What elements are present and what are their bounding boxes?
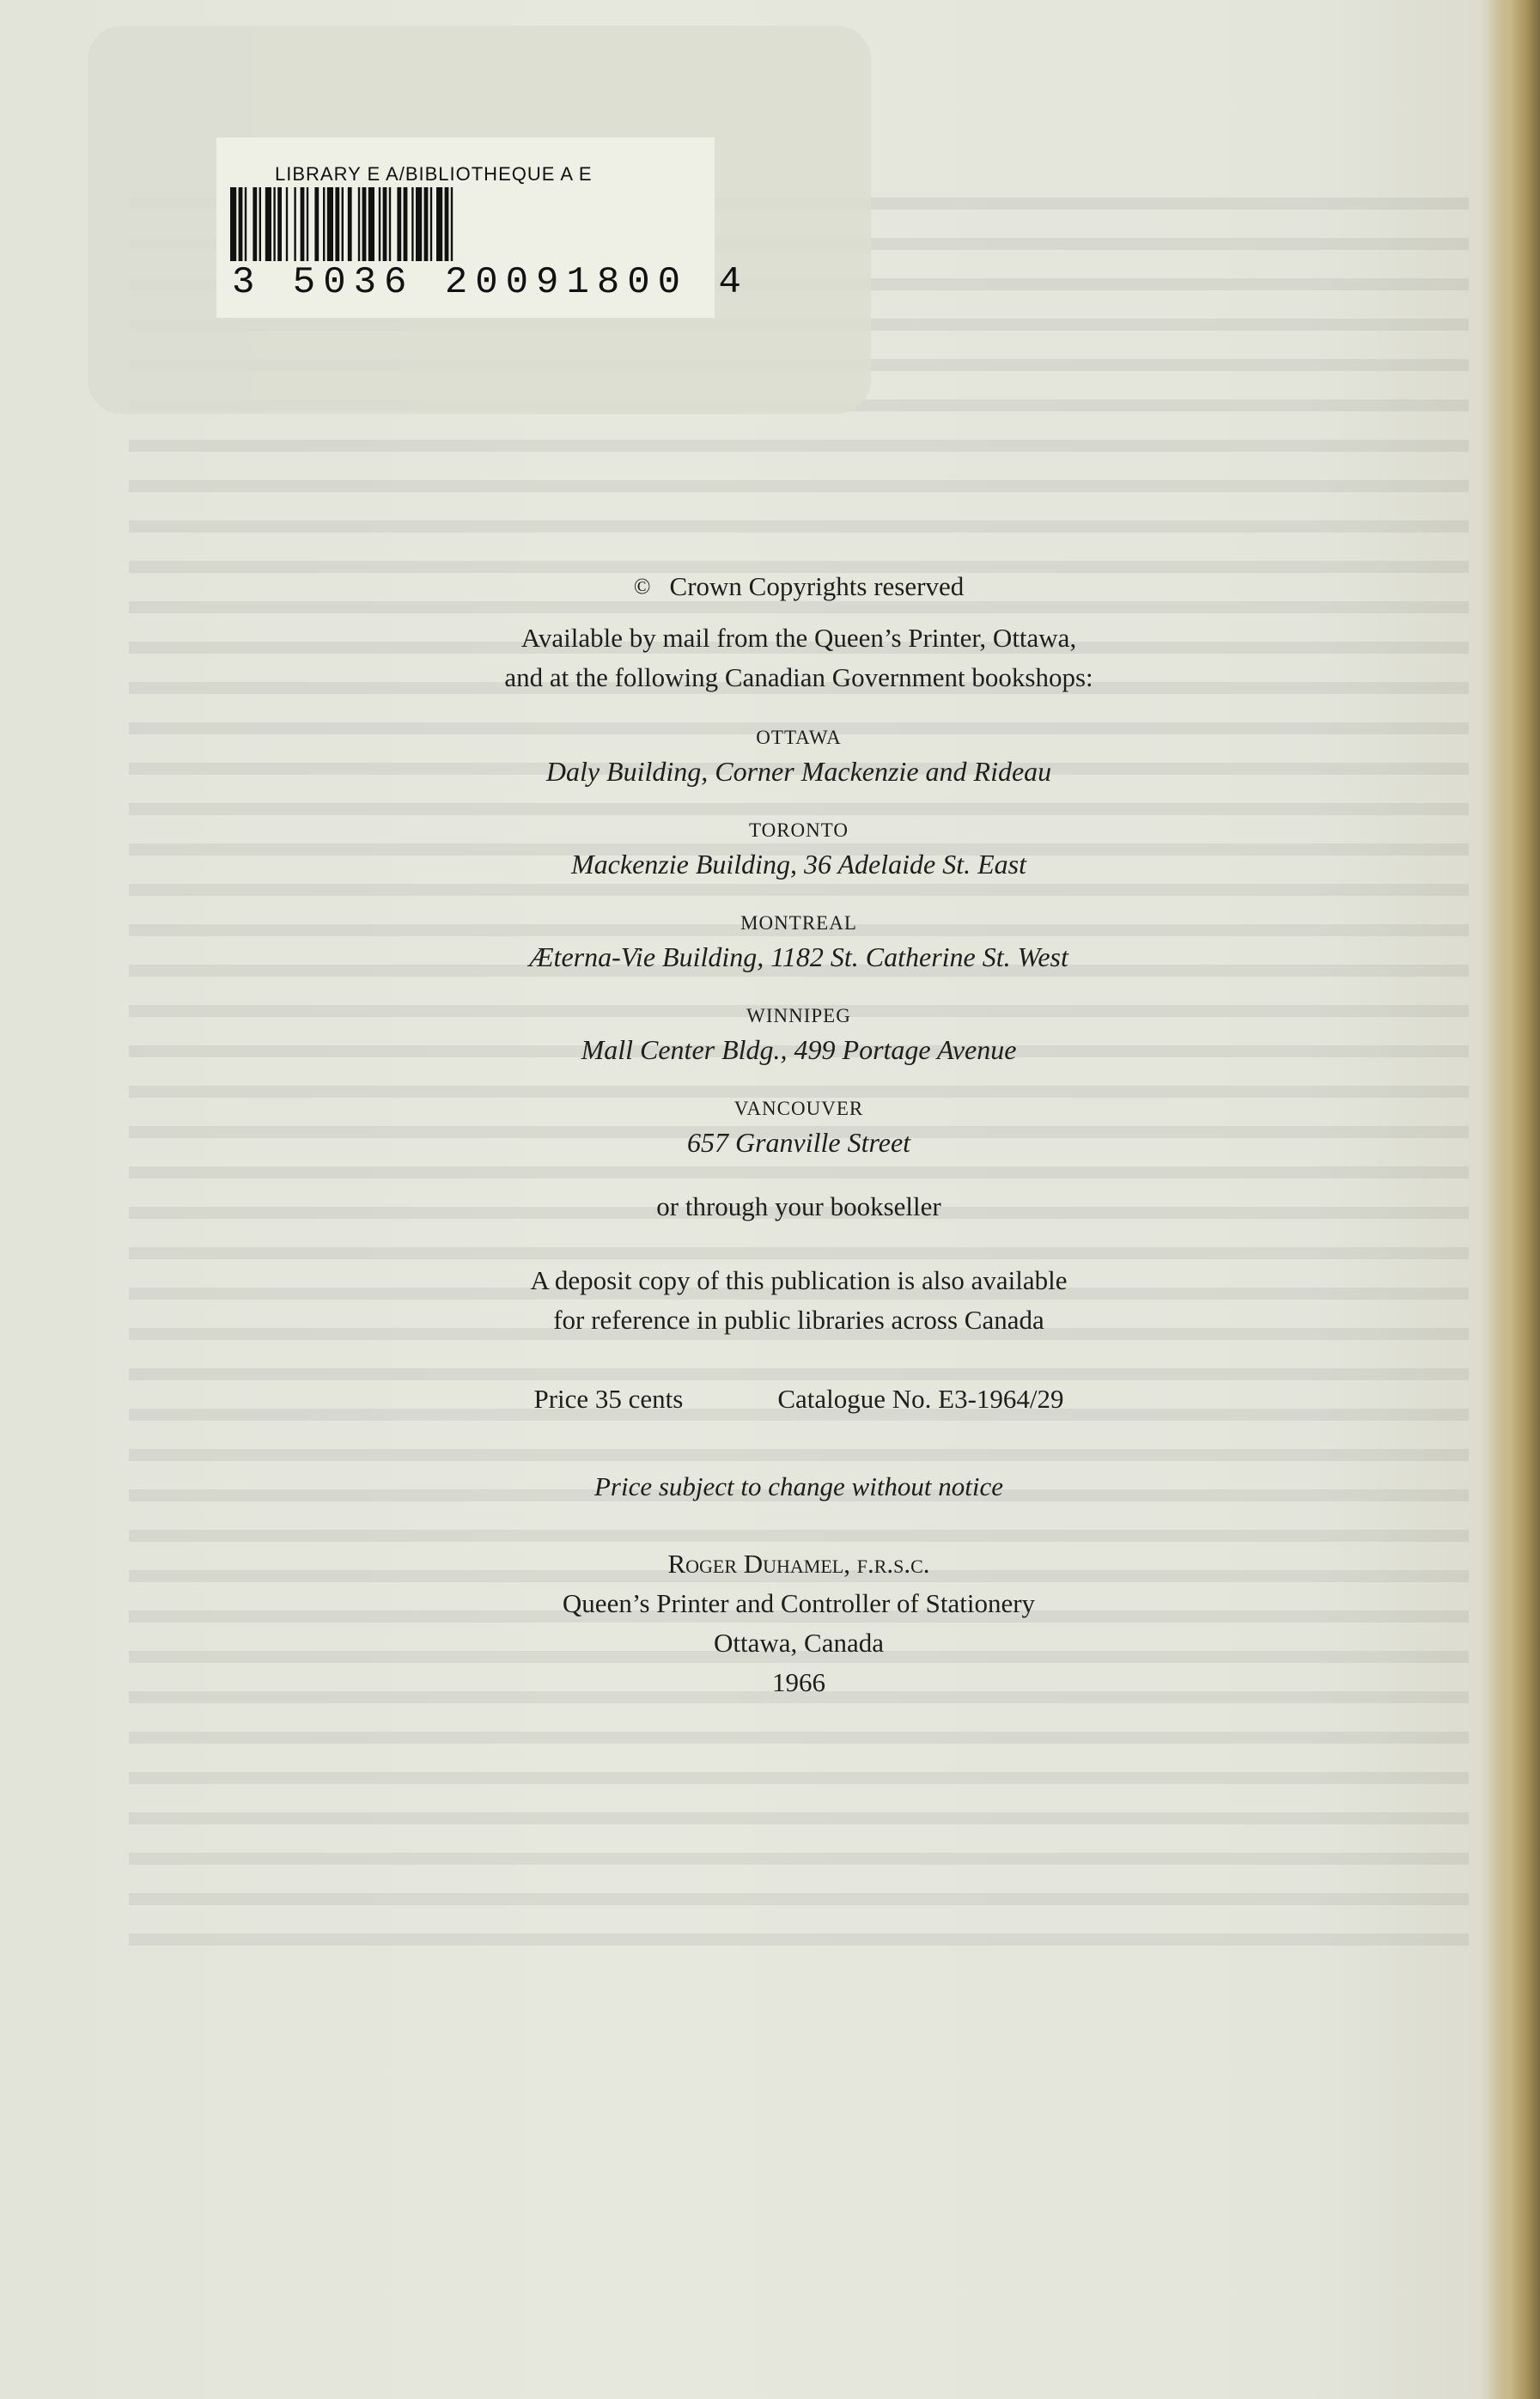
bookshop-city: TORONTO xyxy=(748,819,849,841)
barcode xyxy=(230,187,656,261)
library-label-text: LIBRARY E A/BIBLIOTHEQUE A E xyxy=(275,163,593,185)
printer-block xyxy=(283,1544,1314,1702)
printer-title: Queen’s Printer and Controller of Stationery xyxy=(562,1588,1036,1618)
copyright-icon: © xyxy=(633,574,651,599)
deposit-line-2: for reference in public libraries across Canada xyxy=(553,1305,1044,1335)
bookshop-city: VANCOUVER xyxy=(733,1098,864,1119)
deposit-line-1: A deposit copy of this publication is also available xyxy=(530,1265,1068,1295)
availability-line-1: Available by mail from the Queen’s Printer, Ottawa, xyxy=(520,623,1077,653)
bookshop-address: 657 Granville Street xyxy=(686,1127,911,1158)
deposit-block xyxy=(283,1261,1314,1340)
bookshop-winnipeg xyxy=(283,1002,1314,1069)
bookshop-city: WINNIPEG xyxy=(746,1005,851,1026)
barcode-number: 3 5036 20091800 4 xyxy=(232,261,749,304)
binding-edge xyxy=(1488,0,1540,2399)
bookshop-ottawa xyxy=(283,723,1314,790)
catalogue-number: Catalogue No. E3-1964/29 xyxy=(777,1384,1064,1414)
availability-line-2: and at the following Canadian Government bookshops: xyxy=(504,662,1093,692)
bookshop-list xyxy=(283,723,1314,1161)
bookshop-city: MONTREAL xyxy=(740,912,857,934)
price-row xyxy=(283,1379,1314,1419)
bookshop-city: OTTAWA xyxy=(756,727,842,748)
bookshop-vancouver xyxy=(283,1094,1314,1161)
bookshop-toronto xyxy=(283,816,1314,883)
price: Price 35 cents xyxy=(533,1384,684,1414)
bookshop-address: Daly Building, Corner Mackenzie and Rideau xyxy=(545,756,1052,787)
bookshop-address: Mall Center Bldg., 499 Portage Avenue xyxy=(581,1034,1017,1065)
copyright-text: Crown Copyrights reserved xyxy=(669,571,965,601)
bookshop-address: Æterna-Vie Building, 1182 St. Catherine St. West xyxy=(529,941,1068,972)
printer-place: Ottawa, Canada xyxy=(714,1628,884,1658)
printer-name: Roger Duhamel, f.r.s.c. xyxy=(667,1549,930,1579)
imprint-content xyxy=(283,567,1314,1702)
price-notice: Price subject to change without notice xyxy=(593,1471,1004,1501)
copyright-line xyxy=(283,567,1314,606)
bookseller-line: or through your bookseller xyxy=(656,1191,941,1221)
bookshop-montreal xyxy=(283,909,1314,976)
printer-year: 1966 xyxy=(772,1667,825,1697)
bookshop-address: Mackenzie Building, 36 Adelaide St. East xyxy=(571,849,1026,880)
